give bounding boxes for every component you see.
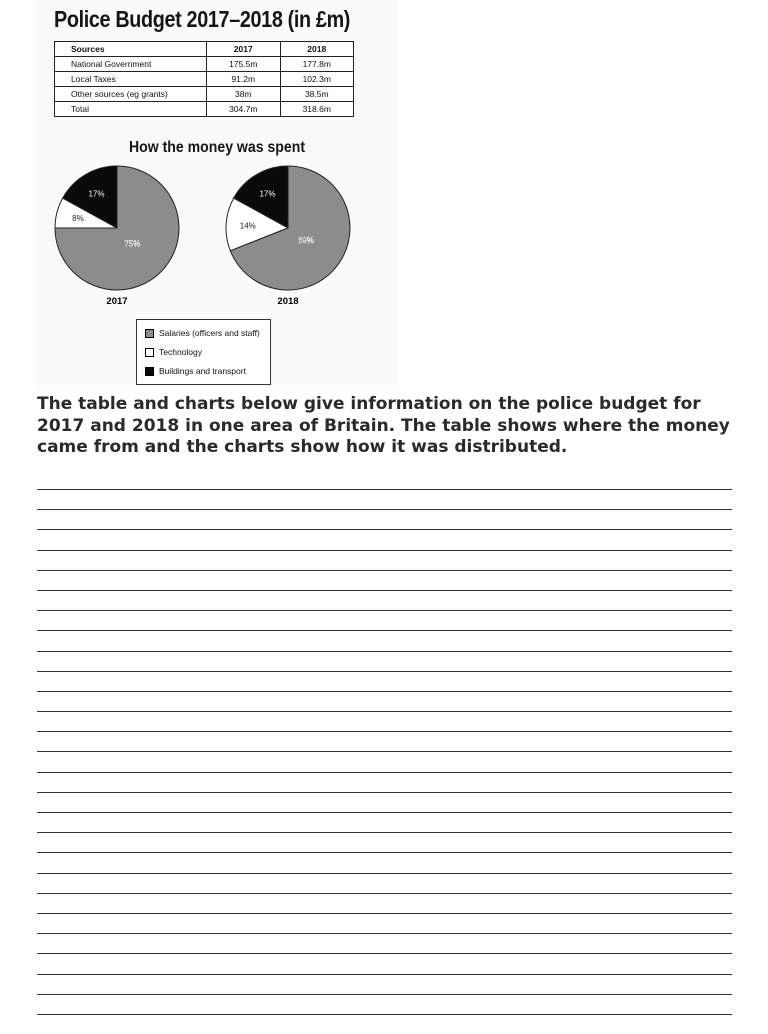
row-source: Local Taxes [55,72,207,87]
answer-line [37,751,732,771]
row-value-2017: 38m [207,87,281,102]
legend-item-technology [145,347,202,357]
pie-year-label: 2018 [277,296,299,307]
answer-line [37,792,732,812]
answer-line [37,873,732,893]
answer-line [37,489,732,509]
legend-label: Technology [159,347,203,357]
answer-line [37,933,732,953]
answer-line [37,974,732,994]
pie-year-label: 2017 [106,296,128,307]
answer-line [37,630,732,650]
chart-figure [36,0,398,386]
answer-line [37,550,732,570]
row-value-2017: 304.7m [207,102,281,117]
pie-data-label: 75% [124,239,141,249]
answer-line [37,671,732,691]
legend-label: Buildings and transport [159,366,246,376]
pie-legend [136,319,271,385]
answer-line [37,711,732,731]
answer-line [37,651,732,671]
row-source: Total [55,102,207,117]
answer-line [37,570,732,590]
legend-swatch [145,348,154,357]
task-prompt: The table and charts below give information on the police budget for 2017 and 2018 in one area of Britain. The table shows where the money came from and the charts show how it was distributed. [37,394,730,457]
legend-item-salaries [145,328,260,338]
answer-lines [37,489,732,1034]
pie-data-label: 14% [239,221,256,231]
column-header-2018: 2018 [280,42,354,57]
answer-line [37,994,732,1014]
answer-line [37,731,732,751]
answer-line [37,852,732,872]
row-value-2017: 91.2m [207,72,281,87]
pie-data-label: 17% [259,189,276,199]
pie-data-label: 8% [72,213,84,223]
row-source: National Government [55,57,207,72]
legend-label: Salaries (officers and staff) [159,328,260,338]
legend-swatch [145,329,154,338]
legend-item-buildings [145,366,246,376]
answer-line [37,529,732,549]
row-value-2018: 318.6m [280,102,354,117]
answer-line [37,893,732,913]
pie-charts-title: How the money was spent [128,139,306,156]
column-header-sources: Sources [55,42,207,57]
answer-line [37,812,732,832]
pie-data-label: 17% [88,189,105,199]
pie-charts [36,0,398,320]
row-value-2018: 177.8m [280,57,354,72]
answer-line [37,691,732,711]
answer-line [37,590,732,610]
pie-data-label: 69% [297,236,314,246]
table-title: Police Budget 2017–2018 (in £m) [54,6,351,32]
answer-line [37,610,732,630]
column-header-2017: 2017 [207,42,281,57]
answer-line [37,509,732,529]
row-value-2017: 175.5m [207,57,281,72]
answer-line [37,953,732,973]
row-value-2018: 38.5m [280,87,354,102]
row-source: Other sources (eg grants) [55,87,207,102]
answer-line [37,832,732,852]
answer-line [37,913,732,933]
answer-line [37,772,732,792]
row-value-2018: 102.3m [280,72,354,87]
legend-swatch [145,367,154,376]
